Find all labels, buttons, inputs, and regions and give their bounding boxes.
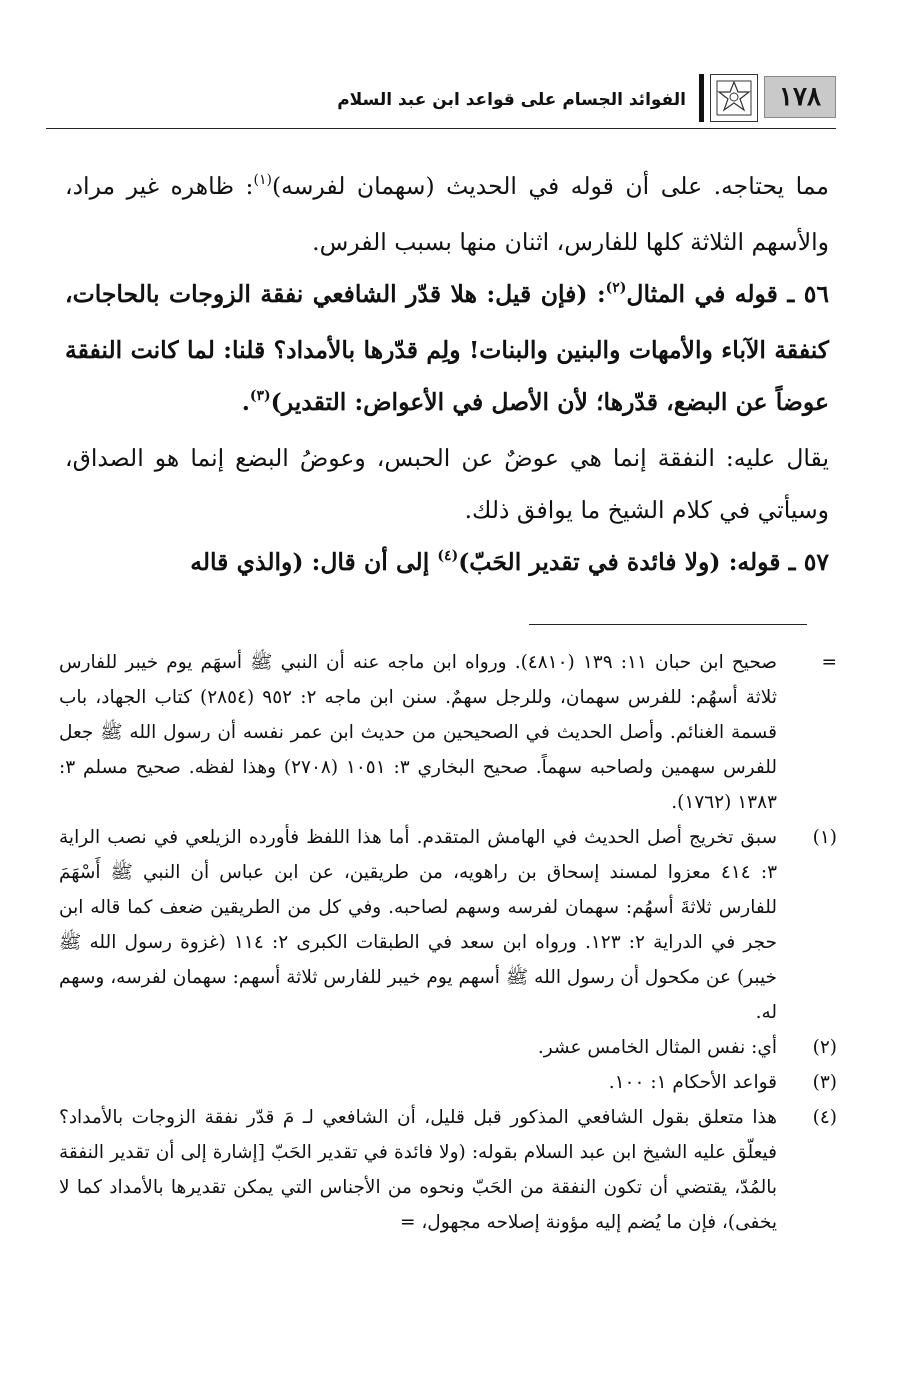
item-57-lead: ٥٧ ـ قوله: (ولا فائدة في تقدير الحَبّ) bbox=[458, 548, 829, 576]
main-text bbox=[65, 160, 829, 592]
footnote-ref-1: (١) bbox=[253, 172, 272, 188]
item-56-end: . bbox=[241, 388, 250, 416]
footnote-number: (١) bbox=[812, 827, 837, 848]
paragraph-57 bbox=[65, 536, 829, 592]
item-56-body: : (فإن قيل: هلا قدّر الشافعي نفقة الزوجات بالحاجات، كنفقة الآباء والأمهات والبنين والبنات! ولِم قدّرها بالأمداد؟ قلنا: لما كانت النفقة عوضاً عن البضع، قدّرها؛ لأن الأصل في الأعواض: التقدير) bbox=[65, 280, 829, 416]
footnote-4 bbox=[59, 1100, 837, 1240]
header-divider-bar bbox=[699, 74, 704, 122]
paragraph-1-text: مما يحتاجه. على أن قوله في الحديث (سهمان لفرسه) bbox=[271, 172, 830, 200]
header-rule bbox=[46, 128, 836, 129]
footnote-number: (٣) bbox=[812, 1072, 837, 1093]
footnote-ref-4: (٤) bbox=[437, 548, 459, 564]
footnote-text: هذا متعلق بقول الشافعي المذكور قبل قليل، أن الشافعي لـ مَ قدّر نفقة الزوجات بالأمداد؟ فيعلّق عليه الشيخ ابن عبد السلام بقوله: (ولا فائدة في تقدير الحَبّ [إشارة إلى أن تقدير النفقة بالمُدّ، يقتضي أن تكون النفقة من الحَبّ ونحوه من الأجناس التي يمكن تقديرها بالأمداد كما لا يخفى)، فإن ما يُضم إليه مؤونة إصلاحه مجهول، = bbox=[59, 1107, 777, 1233]
footnote-1 bbox=[59, 820, 837, 1030]
footnote-text: قواعد الأحكام ١: ١٠٠. bbox=[608, 1072, 777, 1093]
paragraph-3: يقال عليه: النفقة إنما هي عوضٌ عن الحبس، وعوضُ البضع إنما هو الصداق، وسيأتي في كلام الشيخ ما يوافق ذلك. bbox=[65, 444, 829, 524]
footnote-number: (٤) bbox=[812, 1107, 837, 1128]
paragraph-1-cont: : ظاهره غير مراد، والأسهم الثلاثة كلها للفارس، اثنان منها بسبب الفرس. bbox=[65, 172, 829, 256]
footnote-ref-3: (٣) bbox=[249, 388, 271, 404]
footnotes bbox=[59, 645, 837, 1240]
item-57-body: إلى أن قال: (والذي قاله bbox=[190, 548, 438, 576]
footnote-text: سبق تخريج أصل الحديث في الهامش المتقدم. أما هذا اللفظ فأورده الزيلعي في نصب الراية ٣: ٤١٤ معزوا لمسند إسحاق بن راهويه، من طريقين، عن ابن عباس أن النبي ﷺ أَسْهَمَ للفارس ثلاثةَ أسهُم: سهمان لفرسه وسهم لصاحبه. وفي كل من الطريقين ضعف كما قاله ابن حجر في الدراية ٢: ١٢٣. ورواه ابن سعد في الطبقات الكبرى ٢: ١١٤ (غزوة رسول الله ﷺ خيبر) عن مكحول أن رسول الله ﷺ أسهم يوم خيبر للفارس ثلاثة أسهم: سهمان لفرسه، وسهم له. bbox=[59, 827, 777, 1023]
footnote-2 bbox=[59, 1030, 837, 1065]
footnote-number: (٢) bbox=[812, 1037, 837, 1058]
geometric-star-ornament-icon bbox=[710, 74, 758, 122]
page-header bbox=[36, 70, 836, 130]
running-title: الفوائد الجسام على قواعد ابن عبد السلام bbox=[337, 90, 686, 110]
page-number: ١٧٨ bbox=[764, 76, 836, 118]
footnote-text: صحيح ابن حبان ١١: ١٣٩ (٤٨١٠). ورواه ابن ماجه عنه أن النبي ﷺ أسهَم يوم خيبر للفارس ثلاثة أسهُم: للفرس سهمان، وللرجل سهمٌ. سنن ابن ماجه ٢: ٩٥٢ (٢٨٥٤) كتاب الجهاد، باب قسمة الغنائم. وأصل الحديث في الصحيحين من حديث ابن عمر نفسه أن رسول الله ﷺ جعل للفرس سهمين ولصاحبه سهماً. صحيح البخاري ٣: ١٠٥١ (٢٧٠٨) وهذا لفظه. صحيح مسلم ٣: ١٣٨٣ (١٧٦٢). bbox=[59, 652, 777, 813]
paragraph-56 bbox=[65, 268, 829, 432]
footnote-number: = bbox=[821, 652, 837, 673]
footnote-text: أي: نفس المثال الخامس عشر. bbox=[537, 1037, 777, 1058]
footnote-separator bbox=[529, 624, 807, 625]
footnote-3 bbox=[59, 1065, 837, 1100]
item-56-lead: ٥٦ ـ قوله في المثال bbox=[626, 280, 829, 308]
footnote-continued bbox=[59, 645, 837, 820]
paragraph-1 bbox=[65, 160, 829, 268]
footnote-ref-2: (٢) bbox=[605, 280, 627, 296]
